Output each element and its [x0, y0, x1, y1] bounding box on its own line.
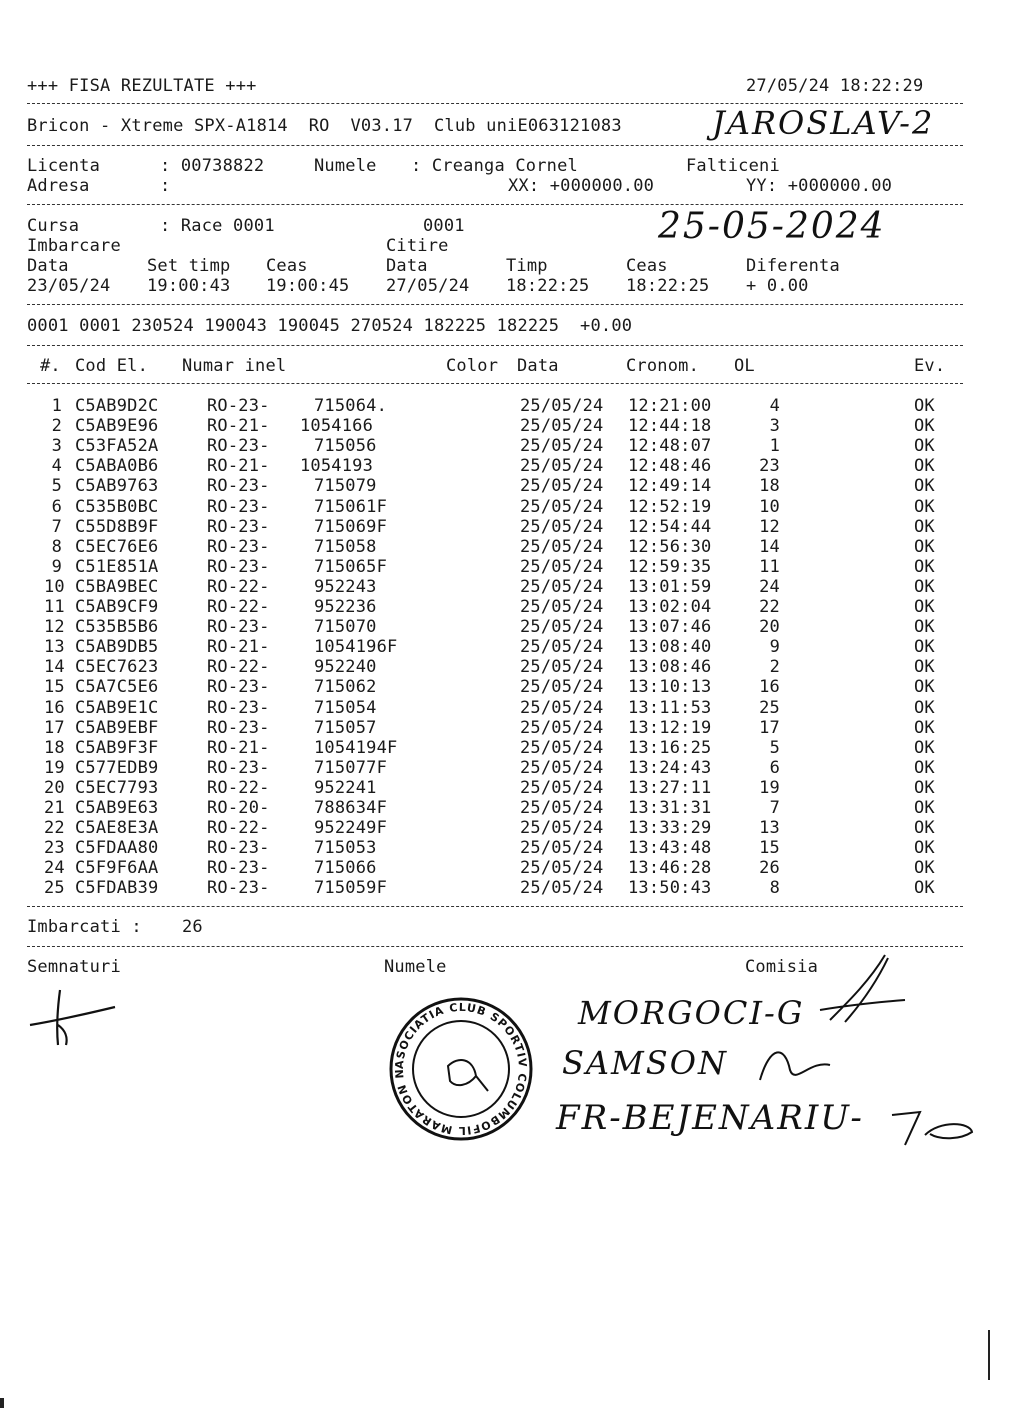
table-cell: C5ABA0B6	[75, 456, 159, 477]
table-cell: C55D8B9F	[75, 516, 159, 537]
race-header-cell: Data	[27, 256, 69, 276]
table-cell: RO-22-	[207, 657, 270, 678]
table-cell: 715054	[314, 697, 377, 718]
commission-member-3: FR-BEJENARIU-	[556, 1098, 864, 1138]
table-cell: 13:16:25	[628, 737, 712, 758]
table-cell: C5AB9763	[75, 476, 159, 497]
table-cell: OK	[914, 576, 935, 597]
race-header-cell: Ceas	[626, 256, 668, 276]
table-cell: 952240	[314, 657, 377, 678]
table-cell: 25/05/24	[520, 476, 604, 497]
column-header: Color	[446, 356, 499, 376]
coord-xx: XX: +000000.00	[508, 176, 655, 196]
table-cell: C535B5B6	[75, 617, 159, 638]
table-cell: 715066	[314, 858, 377, 879]
table-cell: RO-22-	[207, 576, 270, 597]
table-cell: 12	[44, 617, 65, 638]
table-cell: OK	[914, 516, 935, 537]
table-cell: OK	[914, 436, 935, 457]
table-cell: OK	[914, 556, 935, 577]
table-cell: 2	[769, 657, 780, 678]
summary-line: 0001 0001 230524 190043 190045 270524 182225 182225 +0.00	[27, 316, 633, 336]
commission-signature	[800, 950, 920, 1030]
citire-label: Citire	[386, 236, 449, 256]
race-header-cell: Ceas	[266, 256, 308, 276]
table-cell: OK	[914, 878, 935, 899]
table-cell: RO-23-	[207, 496, 270, 517]
table-cell: 17	[759, 717, 780, 738]
table-cell: 13:08:40	[628, 637, 712, 658]
table-cell: 12:21:00	[628, 396, 712, 416]
race-value-cell: 23/05/24	[27, 276, 111, 296]
table-cell: 25/05/24	[520, 617, 604, 638]
table-cell: RO-23-	[207, 476, 270, 497]
table-cell: OK	[914, 777, 935, 798]
table-cell: OK	[914, 677, 935, 698]
table-cell: C535B0BC	[75, 496, 159, 517]
table-cell: RO-22-	[207, 777, 270, 798]
table-cell: 25/05/24	[520, 516, 604, 537]
table-cell: 19	[44, 757, 65, 778]
table-cell: 952249F	[314, 818, 388, 839]
table-cell: 13:08:46	[628, 657, 712, 678]
table-cell: C5AB9E1C	[75, 697, 159, 718]
column-header: Numar inel	[182, 356, 287, 376]
table-cell: 715056	[314, 436, 377, 457]
numele-label: Numele	[314, 156, 377, 176]
table-cell: 18	[44, 737, 65, 758]
table-cell: 11	[44, 597, 65, 617]
table-cell: 25/05/24	[520, 757, 604, 778]
column-header: Cronom.	[626, 356, 700, 376]
table-cell: 25/05/24	[520, 496, 604, 517]
table-cell: RO-23-	[207, 878, 270, 899]
column-header: OL	[734, 356, 755, 376]
scan-edge-mark	[0, 1398, 4, 1408]
table-cell: 25/05/24	[520, 838, 604, 859]
owner-city: Falticeni	[686, 156, 780, 176]
race-header-cell: Timp	[506, 256, 548, 276]
table-cell: 14	[759, 536, 780, 557]
table-cell: 952243	[314, 576, 377, 597]
table-cell: 13	[759, 818, 780, 839]
table-cell: OK	[914, 536, 935, 557]
table-cell: OK	[914, 476, 935, 497]
table-cell: 715077F	[314, 757, 388, 778]
table-cell: 4	[769, 396, 780, 416]
table-cell: C5FDAA80	[75, 838, 159, 859]
table-cell: 788634F	[314, 798, 388, 818]
race-value-cell: 18:22:25	[626, 276, 710, 296]
table-cell: RO-22-	[207, 597, 270, 617]
table-cell: C5AB9CF9	[75, 597, 159, 617]
table-cell: 25/05/24	[520, 818, 604, 839]
table-cell: RO-23-	[207, 757, 270, 778]
imbarcati-value: 26	[182, 917, 203, 937]
table-cell: 715070	[314, 617, 377, 638]
race-header-cell: Diferenta	[746, 256, 840, 276]
table-cell: 10	[759, 496, 780, 517]
table-cell: 24	[44, 858, 65, 879]
table-cell: RO-21-	[207, 456, 270, 477]
divider	[27, 946, 963, 947]
table-cell: 9	[51, 556, 62, 577]
column-header: Data	[517, 356, 559, 376]
scan-edge-mark	[988, 1330, 990, 1380]
table-cell: C5EC7623	[75, 657, 159, 678]
table-cell: 13:50:43	[628, 878, 712, 899]
table-cell: 12:44:18	[628, 416, 712, 437]
table-cell: 25/05/24	[520, 597, 604, 617]
table-cell: RO-20-	[207, 798, 270, 818]
table-cell: 25/05/24	[520, 737, 604, 758]
table-cell: 13:43:48	[628, 838, 712, 859]
cursa-value: : Race 0001	[160, 216, 275, 236]
table-cell: 16	[759, 677, 780, 698]
table-cell: 25/05/24	[520, 436, 604, 457]
table-cell: C5AB9F3F	[75, 737, 159, 758]
table-cell: 1054196F	[314, 637, 398, 658]
table-cell: C5AB9EBF	[75, 717, 159, 738]
table-cell: 11	[759, 556, 780, 577]
commission-signature-3	[890, 1100, 980, 1150]
table-cell: 12:56:30	[628, 536, 712, 557]
table-cell: 25/05/24	[520, 697, 604, 718]
table-cell: 12:48:07	[628, 436, 712, 457]
divider	[27, 345, 963, 346]
table-cell: RO-23-	[207, 536, 270, 557]
table-cell: 15	[44, 677, 65, 698]
table-cell: 952236	[314, 597, 377, 617]
table-cell: C5A7C5E6	[75, 677, 159, 698]
table-cell: 25/05/24	[520, 717, 604, 738]
table-cell: RO-23-	[207, 858, 270, 879]
table-cell: C5F9F6AA	[75, 858, 159, 879]
table-cell: 15	[759, 838, 780, 859]
table-cell: 13:01:59	[628, 576, 712, 597]
table-cell: 715069F	[314, 516, 388, 537]
table-cell: 8	[769, 878, 780, 899]
table-cell: 25/05/24	[520, 777, 604, 798]
table-cell: 13:27:11	[628, 777, 712, 798]
table-cell: C53FA52A	[75, 436, 159, 457]
table-cell: 22	[759, 597, 780, 617]
commission-member-1: MORGOCI-G	[578, 994, 805, 1032]
table-cell: 12:54:44	[628, 516, 712, 537]
table-cell: 3	[769, 416, 780, 437]
signature	[20, 985, 130, 1055]
table-cell: C5EC76E6	[75, 536, 159, 557]
table-cell: 18	[759, 476, 780, 497]
divider	[27, 204, 963, 205]
column-header: Cod El.	[75, 356, 149, 376]
table-cell: 715057	[314, 717, 377, 738]
table-cell: RO-21-	[207, 737, 270, 758]
table-cell: 13:46:28	[628, 858, 712, 879]
table-cell: 13:10:13	[628, 677, 712, 698]
table-cell: 25	[44, 878, 65, 899]
numele-footer-label: Numele	[384, 957, 447, 977]
table-cell: 25/05/24	[520, 858, 604, 879]
table-cell: 715053	[314, 838, 377, 859]
table-cell: 13:02:04	[628, 597, 712, 617]
table-cell: OK	[914, 617, 935, 638]
table-cell: 25/05/24	[520, 536, 604, 557]
table-cell: 4	[51, 456, 62, 477]
table-cell: C5AE8E3A	[75, 818, 159, 839]
table-cell: 17	[44, 717, 65, 738]
report-title: +++ FISA REZULTATE +++	[27, 76, 257, 96]
table-cell: 13:12:19	[628, 717, 712, 738]
adresa-label: Adresa	[27, 176, 90, 196]
table-cell: RO-23-	[207, 396, 270, 416]
table-cell: 12	[759, 516, 780, 537]
table-cell: 12:59:35	[628, 556, 712, 577]
licenta-value: : 00738822	[160, 156, 265, 176]
table-cell: 715064.	[314, 396, 388, 416]
table-cell: RO-23-	[207, 838, 270, 859]
table-cell: RO-23-	[207, 617, 270, 638]
table-cell: 13	[44, 637, 65, 658]
numele-value: : Creanga Cornel	[411, 156, 578, 176]
coord-yy: YY: +000000.00	[746, 176, 893, 196]
club-stamp	[382, 986, 534, 1142]
table-cell: 12:49:14	[628, 476, 712, 497]
race-header-cell: Data	[386, 256, 428, 276]
table-cell: 14	[44, 657, 65, 678]
table-cell: OK	[914, 838, 935, 859]
table-cell: 20	[759, 617, 780, 638]
table-cell: RO-23-	[207, 436, 270, 457]
commission-member-2: SAMSON	[562, 1044, 728, 1082]
table-cell: C5BA9BEC	[75, 576, 159, 597]
handwritten-note: JAROSLAV-2	[712, 104, 935, 142]
table-cell: 25/05/24	[520, 878, 604, 899]
svg-text:ASOCIATIA CLUB SPORTIV COLUMBO: ASOCIATIA CLUB SPORTIV COLUMBOFIL MARATON NORD FALTICENI	[382, 986, 530, 1138]
divider	[27, 906, 963, 907]
table-cell: 1054166	[300, 416, 374, 437]
table-cell: 6	[769, 757, 780, 778]
table-cell: C51E851A	[75, 556, 159, 577]
table-cell: RO-23-	[207, 516, 270, 537]
table-cell: 25/05/24	[520, 677, 604, 698]
table-cell: C5EC7793	[75, 777, 159, 798]
handwritten-date: 25-05-2024	[658, 206, 886, 247]
table-cell: 3	[51, 436, 62, 457]
table-cell: 24	[759, 576, 780, 597]
race-value-cell: 19:00:45	[266, 276, 350, 296]
table-cell: 25/05/24	[520, 416, 604, 437]
table-cell: OK	[914, 496, 935, 517]
table-cell: RO-23-	[207, 697, 270, 718]
race-value-cell: + 0.00	[746, 276, 809, 296]
table-cell: 2	[51, 416, 62, 437]
table-cell: 25	[759, 697, 780, 718]
table-cell: 25/05/24	[520, 456, 604, 477]
table-cell: 1	[769, 436, 780, 457]
table-cell: 25/05/24	[520, 657, 604, 678]
table-cell: 13:33:29	[628, 818, 712, 839]
table-cell: 20	[44, 777, 65, 798]
imbarcare-label: Imbarcare	[27, 236, 121, 256]
race-code: 0001	[423, 216, 465, 236]
table-cell: 715065F	[314, 556, 388, 577]
table-cell: 25/05/24	[520, 396, 604, 416]
device-line: Bricon - Xtreme SPX-A1814 RO V03.17 Club uniE063121083	[27, 116, 622, 136]
table-cell: 1054193	[300, 456, 374, 477]
divider	[27, 145, 963, 146]
table-cell: RO-21-	[207, 637, 270, 658]
table-cell: 9	[769, 637, 780, 658]
adresa-value: :	[160, 176, 171, 196]
table-cell: 23	[44, 838, 65, 859]
table-cell: OK	[914, 416, 935, 437]
table-cell: 715061F	[314, 496, 388, 517]
table-cell: OK	[914, 858, 935, 879]
table-cell: OK	[914, 798, 935, 818]
table-cell: C5AB9DB5	[75, 637, 159, 658]
table-cell: OK	[914, 396, 935, 416]
imbarcati-label: Imbarcati :	[27, 917, 142, 937]
divider	[27, 304, 963, 305]
table-cell: OK	[914, 657, 935, 678]
comisia-label: Comisia	[745, 957, 819, 977]
table-cell: 952241	[314, 777, 377, 798]
table-cell: 1	[51, 396, 62, 416]
table-cell: 1054194F	[314, 737, 398, 758]
table-cell: 12:48:46	[628, 456, 712, 477]
column-header: Ev.	[914, 356, 946, 376]
table-cell: 25/05/24	[520, 798, 604, 818]
table-cell: 23	[759, 456, 780, 477]
race-value-cell: 27/05/24	[386, 276, 470, 296]
race-value-cell: 18:22:25	[506, 276, 590, 296]
table-cell: 715079	[314, 476, 377, 497]
table-cell: 21	[44, 798, 65, 818]
table-cell: 25/05/24	[520, 637, 604, 658]
table-cell: 8	[51, 536, 62, 557]
table-cell: 25/05/24	[520, 576, 604, 597]
table-cell: 13:07:46	[628, 617, 712, 638]
table-cell: 25/05/24	[520, 556, 604, 577]
table-cell: 715058	[314, 536, 377, 557]
table-cell: RO-23-	[207, 717, 270, 738]
cursa-label: Cursa	[27, 216, 80, 236]
table-cell: OK	[914, 637, 935, 658]
licenta-label: Licenta	[27, 156, 101, 176]
table-cell: 13:11:53	[628, 697, 712, 718]
table-cell: 22	[44, 818, 65, 839]
table-cell: 10	[44, 576, 65, 597]
printed-timestamp: 27/05/24 18:22:29	[746, 76, 924, 96]
table-cell: C5FDAB39	[75, 878, 159, 899]
table-cell: 715059F	[314, 878, 388, 899]
table-cell: OK	[914, 818, 935, 839]
table-cell: OK	[914, 757, 935, 778]
table-cell: RO-22-	[207, 818, 270, 839]
table-cell: OK	[914, 597, 935, 617]
table-cell: 7	[51, 516, 62, 537]
table-cell: 6	[51, 496, 62, 517]
table-cell: 13:31:31	[628, 798, 712, 818]
column-header: #.	[40, 356, 61, 376]
divider	[27, 383, 963, 384]
table-cell: OK	[914, 717, 935, 738]
table-cell: 16	[44, 697, 65, 718]
table-cell: RO-23-	[207, 677, 270, 698]
table-cell: OK	[914, 456, 935, 477]
table-cell: 5	[769, 737, 780, 758]
table-cell: 13:24:43	[628, 757, 712, 778]
race-value-cell: 19:00:43	[147, 276, 231, 296]
table-cell: OK	[914, 737, 935, 758]
semnaturi-label: Semnaturi	[27, 957, 121, 977]
race-header-cell: Set timp	[147, 256, 231, 276]
commission-signature-2	[755, 1040, 835, 1090]
table-cell: 19	[759, 777, 780, 798]
table-cell: C5AB9E63	[75, 798, 159, 818]
table-cell: RO-21-	[207, 416, 270, 437]
table-cell: RO-23-	[207, 556, 270, 577]
table-cell: 26	[759, 858, 780, 879]
table-cell: 7	[769, 798, 780, 818]
table-cell: 5	[51, 476, 62, 497]
table-cell: C5AB9E96	[75, 416, 159, 437]
stamp-seal	[382, 986, 534, 1142]
table-cell: OK	[914, 697, 935, 718]
table-cell: C577EDB9	[75, 757, 159, 778]
table-cell: C5AB9D2C	[75, 396, 159, 416]
table-cell: 12:52:19	[628, 496, 712, 517]
table-cell: 715062	[314, 677, 377, 698]
